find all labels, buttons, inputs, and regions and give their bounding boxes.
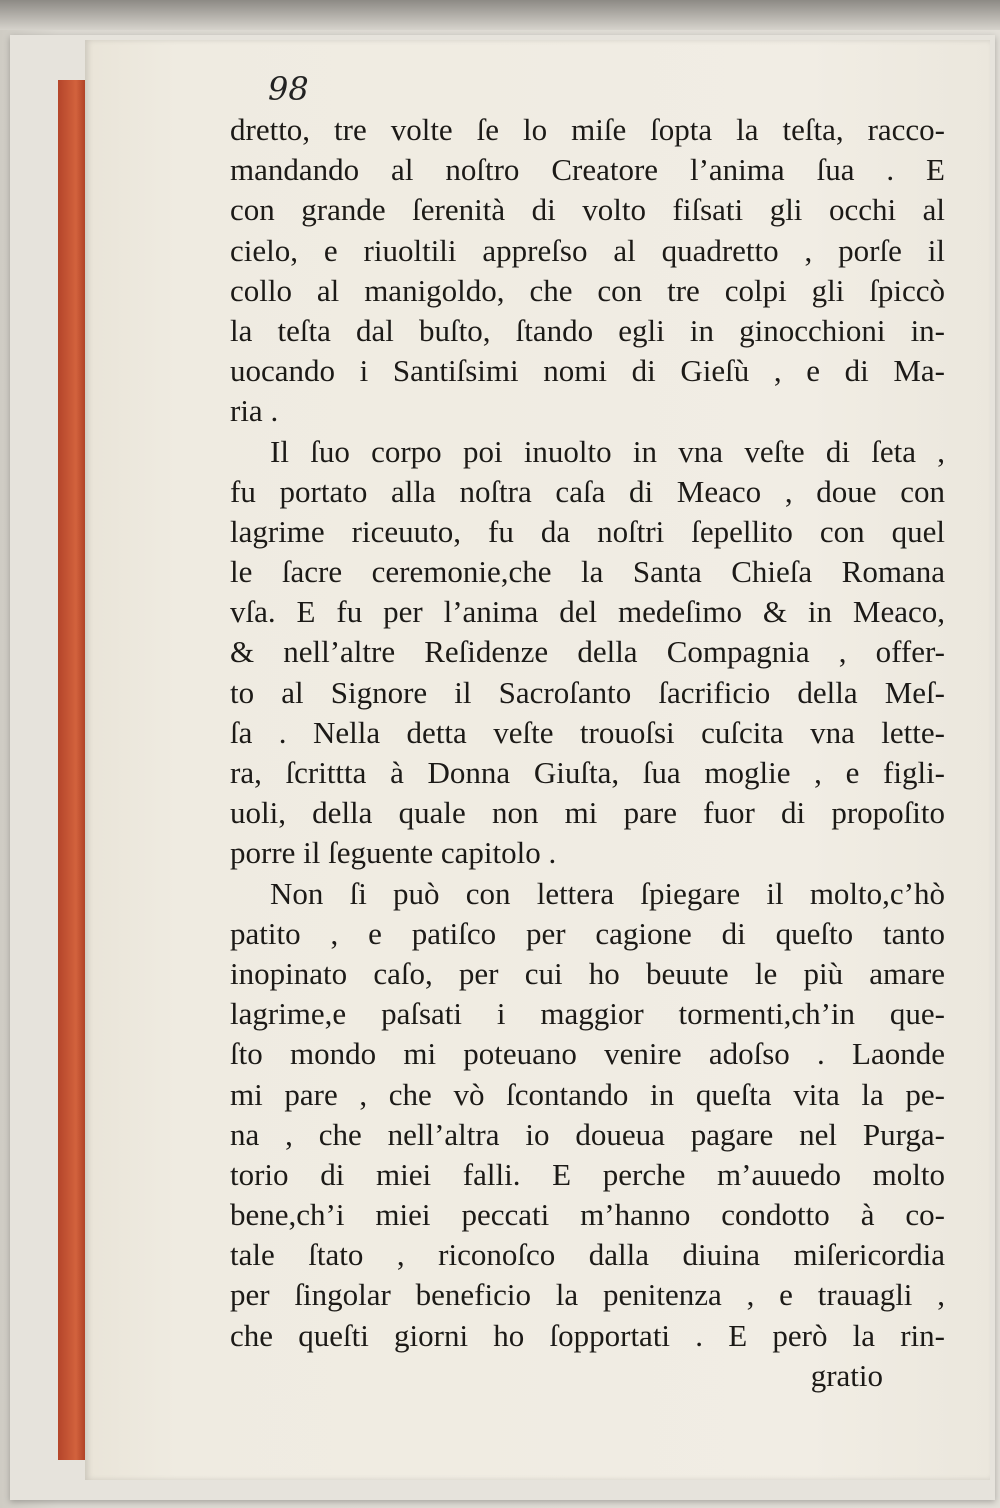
text-line: lagrime riceuuto, fu da noſtri ſepellito con quel [230, 513, 945, 549]
page-text [230, 110, 945, 1396]
background-shadow [0, 0, 1000, 30]
text-line: lagrime,e paſsati i maggior tormenti,ch’in que- [230, 996, 945, 1032]
text-line: ra, ſcrittta à Donna Giuſta, ſua moglie , e figli- [230, 755, 945, 790]
text-line: ria . [230, 393, 279, 429]
text-line: torio di miei falli. E perche m’auuedo molto [230, 1156, 945, 1192]
text-line: ſto mondo mi poteuano venire adoſso . Laonde [230, 1036, 945, 1072]
text-line: le ſacre ceremonie,che la Santa Chieſa Romana [230, 554, 945, 590]
text-line: inopinato caſo, per cui ho beuute le più amare [230, 955, 945, 991]
text-line: uoli, della quale non mi pare fuor di propoſito [230, 795, 945, 831]
text-line: Il ſuo corpo poi inuolto in vna veſte di ſeta , [270, 433, 945, 469]
text-line: patito , e patiſco per cagione di queſto tanto [230, 915, 945, 951]
text-line: tale ſtato , riconoſco dalla diuina miſericordia [230, 1237, 945, 1273]
page-number: 98 [268, 70, 309, 108]
text-line: na , che nell’altra io doueua pagare nel Purga- [230, 1116, 945, 1152]
text-line: porre il ſeguente capitolo . [230, 835, 557, 871]
text-line: per ſingolar beneficio la penitenza , e trauagli , [230, 1277, 945, 1313]
text-line: & nell’altre Reſidenze della Compagnia , offer- [230, 634, 945, 670]
text-line: mi pare , che vò ſcontando in queſta vita la pe- [230, 1076, 945, 1112]
text-line: la teſta dal buſto, ſtando egli in ginocchioni in- [230, 312, 945, 348]
text-line: con grande ſerenità di volto fiſsati gli occhi al [230, 192, 945, 228]
text-line: cielo, e riuoltili appreſso al quadretto , porſe il [230, 232, 945, 268]
text-line: mandando al noſtro Creatore l’anima ſua . E [230, 152, 945, 188]
text-line: uocando i Santiſsimi nomi di Gieſù , e di Ma- [230, 353, 945, 389]
text-line: collo al manigoldo, che con tre colpi gli ſpiccò [230, 272, 945, 308]
text-line: fu portato alla noſtra caſa di Meaco , doue con [230, 473, 945, 509]
text-line: ſa . Nella detta veſte trouoſsi cuſcita vna lette- [230, 714, 945, 750]
text-line: dretto, tre volte ſe lo miſe ſopta la teſta, racco- [230, 112, 945, 147]
text-line: Non ſi può con lettera ſpiegare il molto,c’hò [270, 875, 945, 911]
red-page-edges [58, 80, 88, 1460]
text-line: bene,ch’i miei peccati m’hanno condotto à co- [230, 1197, 945, 1233]
text-line: to al Signore il Sacroſanto ſacrificio della Meſ- [230, 674, 945, 710]
text-line: che queſti giorni ho ſopportati . E però la rin- [230, 1317, 945, 1353]
catchword: gratio [810, 1357, 883, 1393]
text-line: vſa. E fu per l’anima del medeſimo & in Meaco, [230, 594, 945, 630]
